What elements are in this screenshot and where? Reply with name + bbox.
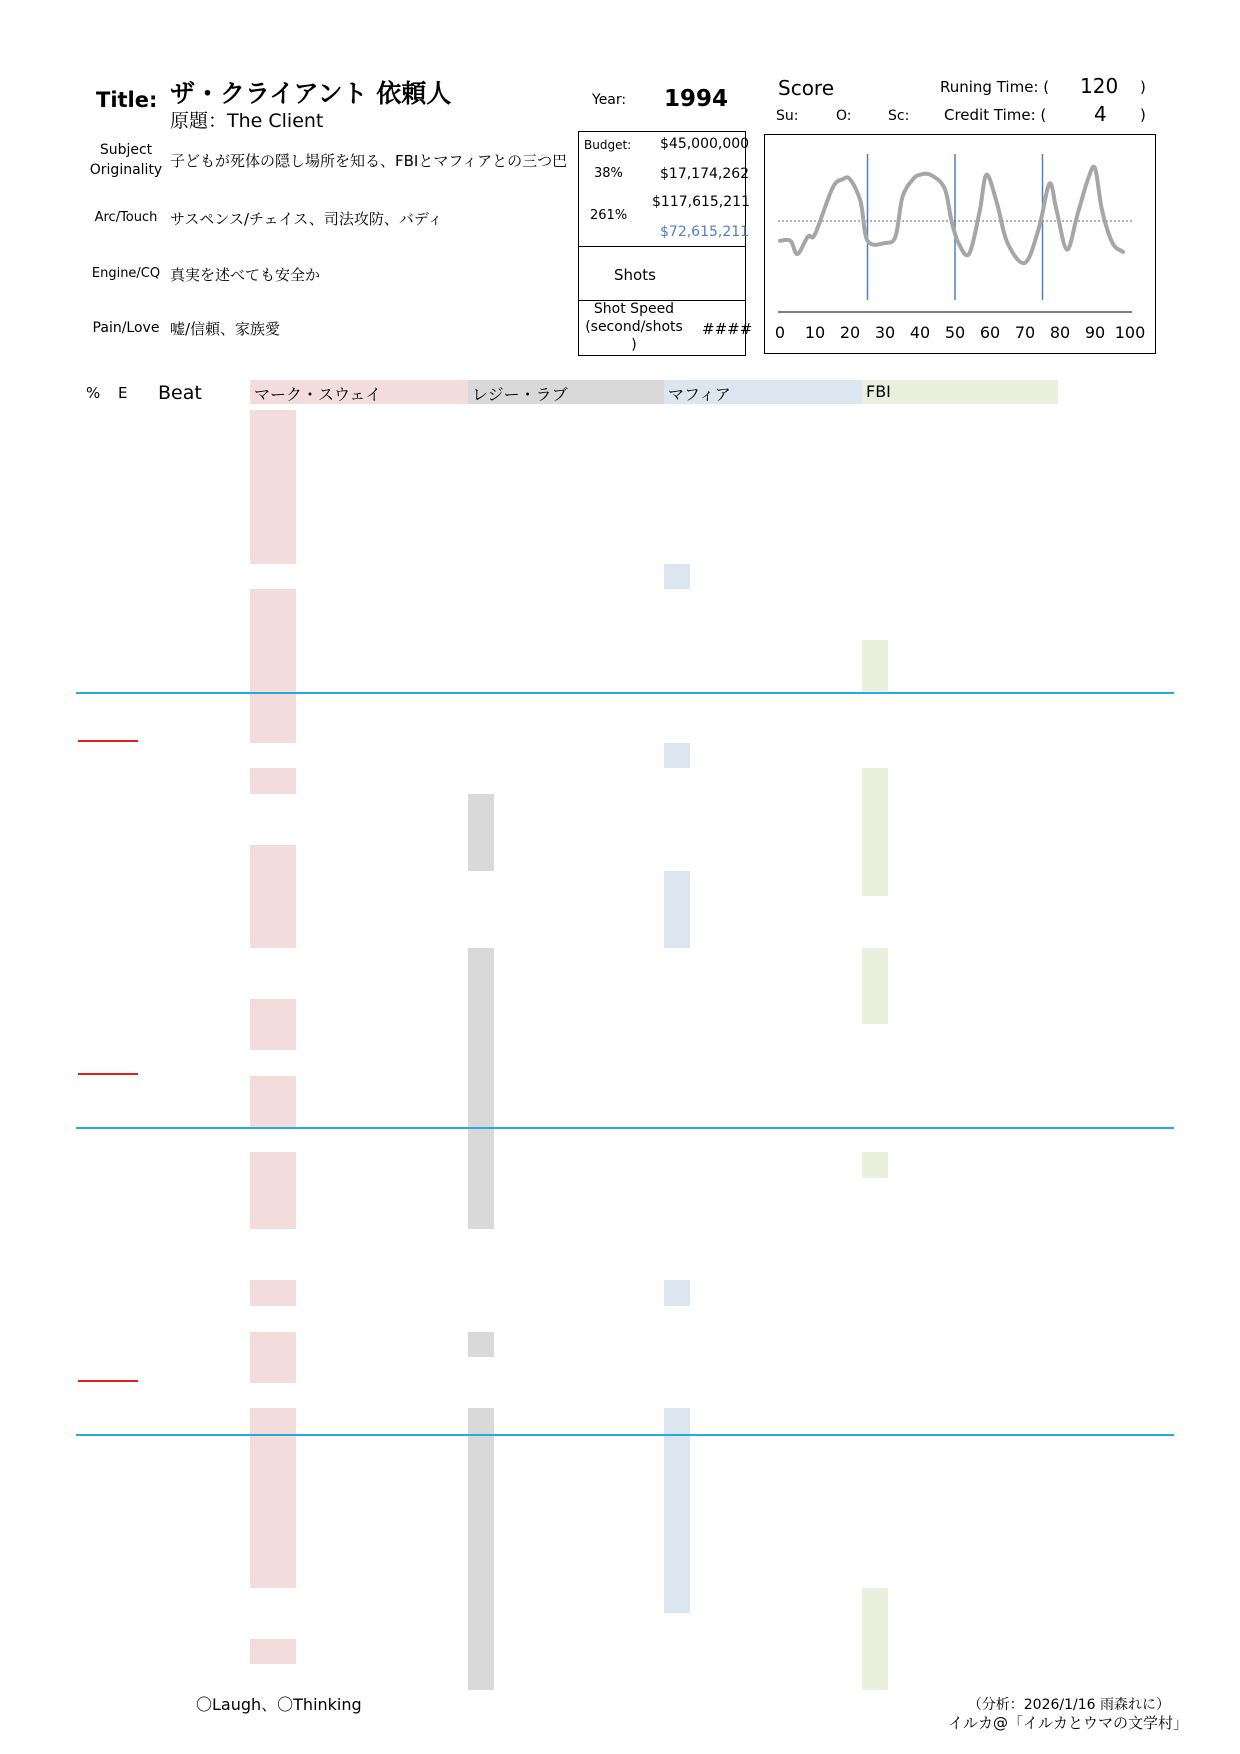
mark-band (250, 1332, 296, 1383)
graph-x-tick: 70 (1014, 323, 1036, 342)
score-label: Score (778, 76, 835, 100)
pct-header: % (86, 384, 101, 402)
runtime-label: Runing Time: ( (940, 78, 1050, 96)
mark-band (250, 1152, 296, 1229)
pain-label: Pain/Love (92, 320, 160, 336)
graph-x-tick: 80 (1049, 323, 1071, 342)
graph-x-tick: 30 (874, 323, 896, 342)
original-title: 原題：The Client (170, 110, 324, 132)
fbi-band (862, 768, 888, 896)
col-header-mafia-label: マフィア (668, 385, 731, 404)
fbi-band (862, 1152, 888, 1178)
e-header: E (118, 384, 128, 402)
subject-label-line2: Originality (89, 162, 163, 178)
runtime-value: 120 (1080, 74, 1119, 98)
reggie-band (468, 948, 494, 1230)
reggie-band (468, 1332, 494, 1358)
mark-band (250, 1280, 296, 1306)
graph-x-tick: 20 (839, 323, 861, 342)
col-header-reggie-label: レジー・ラブ (472, 385, 568, 404)
budget-label: Budget: (584, 138, 632, 152)
footer-analysis: （分析：2026/1/16 雨森れに） (967, 1697, 1170, 1713)
su-label: Su: (776, 108, 799, 124)
mafia-band (664, 1408, 690, 1613)
credit-close: ) (1140, 106, 1146, 124)
beat-header: Beat (158, 382, 202, 404)
red-marker (78, 1380, 138, 1382)
gift-value: 〇Laugh、〇Thinking (196, 1695, 362, 1714)
year-value: 1994 (664, 86, 729, 112)
mark-band (250, 845, 296, 947)
budget-value: $45,000,000 (660, 136, 750, 152)
act-divider (76, 1127, 1174, 1129)
title-label: Title: (96, 88, 158, 112)
movie-title: ザ・クライアント 依頼人 (170, 79, 452, 108)
mark-band (250, 461, 296, 563)
budget-value4: $72,615,211 (660, 224, 750, 240)
arc-value: サスペンス/チェイス、司法攻防、バディ (170, 210, 443, 228)
col-header-fbi-label: FBI (866, 382, 891, 401)
mafia-band (664, 1280, 690, 1306)
red-marker (78, 1073, 138, 1075)
arc-label: Arc/Touch (94, 210, 158, 225)
mafia-band (664, 871, 690, 948)
budget-pct1: 38% (594, 166, 623, 181)
credit-label: Credit Time: ( (944, 106, 1047, 124)
runtime-close: ) (1140, 78, 1146, 96)
mark-band (250, 1639, 296, 1665)
shot-speed-line1: Shot Speed (593, 301, 675, 317)
engine-label: Engine/CQ (91, 266, 161, 281)
pain-value: 嘘/信頼、家族愛 (170, 320, 281, 338)
mark-band (250, 999, 296, 1050)
graph-x-tick: 0 (774, 323, 786, 342)
shot-speed-value: #### (702, 320, 753, 338)
sc-label: Sc: (888, 108, 910, 124)
graph-x-tick: 90 (1084, 323, 1106, 342)
subject-value: 子どもが死体の隠し場所を知る、FBIとマフィアとの三つ巴 (170, 152, 568, 170)
shots-label: Shots (614, 266, 656, 284)
mafia-band (664, 564, 690, 590)
year-label: Year: (592, 92, 627, 108)
mafia-band (664, 743, 690, 769)
fbi-band (862, 640, 888, 691)
graph-x-tick: 50 (944, 323, 966, 342)
budget-value2: $17,174,262 (660, 166, 750, 182)
subject-label-line1: Subject (99, 142, 153, 158)
shot-speed-line3: ) (631, 337, 637, 353)
fbi-band (862, 1588, 888, 1690)
engine-value: 真実を述べても安全か (170, 266, 321, 284)
shot-speed-line2: (second/shots (585, 319, 683, 335)
mark-band (250, 1076, 296, 1127)
graph-x-tick: 10 (804, 323, 826, 342)
graph-x-tick: 40 (909, 323, 931, 342)
mark-band (250, 410, 296, 461)
mark-band (250, 589, 296, 743)
o-label: O: (836, 108, 852, 124)
reggie-band (468, 1408, 494, 1690)
credit-value: 4 (1094, 102, 1107, 126)
budget-pct2: 261% (590, 208, 628, 223)
reggie-band (468, 794, 494, 871)
col-header-mark-label: マーク・スウェイ (254, 385, 382, 404)
budget-value3: $117,615,211 (652, 194, 750, 210)
fbi-band (862, 948, 888, 1025)
footer-credit: イルカ@「イルカとウマの文学村」 (947, 1714, 1188, 1732)
red-marker (78, 740, 138, 742)
mark-band (250, 768, 296, 794)
act-divider (76, 692, 1174, 694)
graph-x-tick: 60 (979, 323, 1001, 342)
graph-x-tick: 100 (1114, 323, 1146, 342)
act-divider (76, 1434, 1174, 1436)
